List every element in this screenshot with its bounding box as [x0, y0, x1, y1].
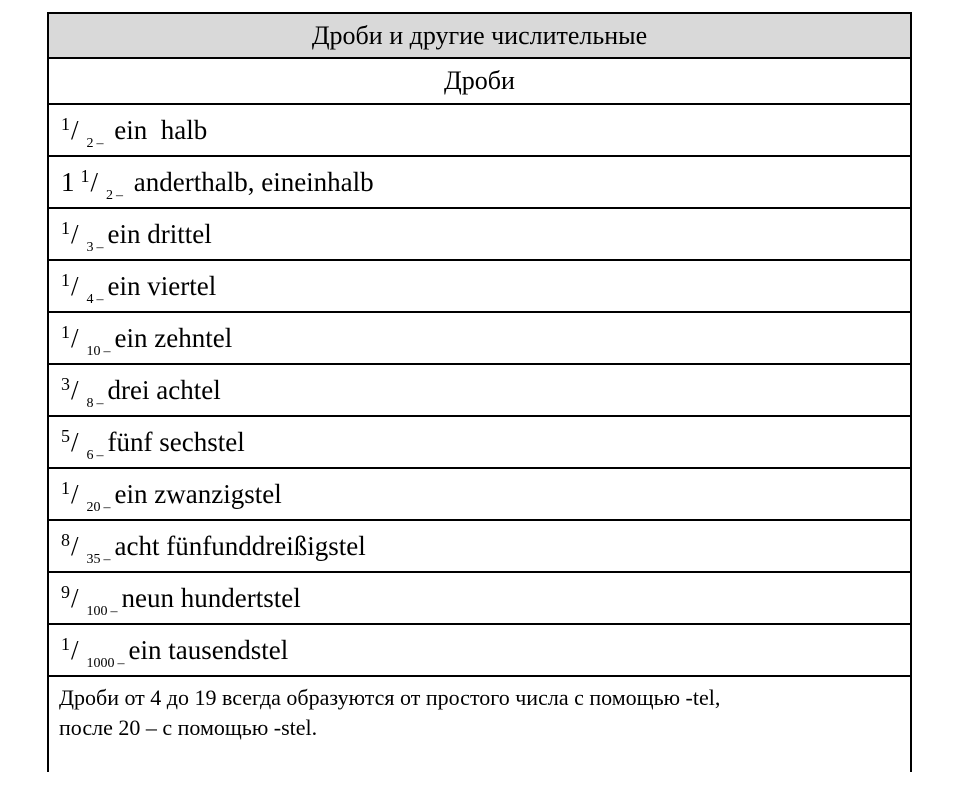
fraction-numerator: 1 [61, 218, 70, 238]
fraction-numerator: 1 [61, 322, 70, 342]
fraction-slash: / [71, 115, 79, 145]
table-row [49, 417, 910, 469]
fraction-word: fünf sechstel [107, 427, 245, 457]
fraction-word: ein zehntel [114, 323, 233, 353]
table-row [49, 261, 910, 313]
fraction-word: anderthalb, eineinhalb [133, 167, 374, 197]
fraction-slash: / [71, 479, 79, 509]
fraction-denominator: 4 [86, 292, 94, 307]
fraction-dash: – [103, 552, 111, 567]
fraction-denominator: 100 [86, 604, 108, 619]
fraction-dash: – [117, 656, 125, 671]
fraction-slash: / [71, 323, 79, 353]
fraction-dash: – [96, 292, 104, 307]
table-row [49, 105, 910, 157]
fraction-word: neun hundertstel [121, 583, 301, 613]
fraction-word: ein zwanzigstel [114, 479, 282, 509]
table-note-row [49, 677, 910, 797]
note-line-2: после 20 – с помощью -stel. [59, 715, 318, 740]
table-subtitle-row [49, 59, 910, 105]
table-row [49, 573, 910, 625]
fraction-denominator: 35 [86, 552, 101, 567]
table-row [49, 625, 910, 677]
fraction-dash: – [96, 448, 104, 463]
fraction-dash: – [110, 604, 118, 619]
table-row [49, 365, 910, 417]
fraction-numerator: 1 [61, 114, 70, 134]
fraction-dash: – [96, 396, 104, 411]
fraction-denominator: 3 [86, 240, 94, 255]
fraction-word: acht fünfunddreißigstel [114, 531, 366, 561]
fraction-numerator: 9 [61, 582, 70, 602]
fraction-denominator: 2 [86, 136, 94, 151]
fraction-word: drei achtel [107, 375, 221, 405]
fraction-slash: / [71, 219, 79, 249]
fraction-word: ein viertel [107, 271, 217, 301]
fraction-slash: / [71, 375, 79, 405]
fraction-numerator: 3 [61, 374, 70, 394]
table-row [49, 521, 910, 573]
fraction-slash: / [71, 635, 79, 665]
fraction-whole: 1 [61, 167, 75, 197]
fraction-dash: – [96, 136, 104, 151]
table-subtitle: Дроби [444, 66, 515, 95]
table-title: Дроби и другие числительные [311, 21, 648, 50]
fraction-dash: – [103, 500, 111, 515]
fraction-denominator: 6 [86, 448, 94, 463]
table-row [49, 157, 910, 209]
fraction-word: ein drittel [107, 219, 212, 249]
fraction-numerator: 8 [61, 530, 70, 550]
table-row [49, 313, 910, 365]
fraction-denominator: 10 [86, 344, 101, 359]
fraction-numerator: 1 [61, 270, 70, 290]
table-row [49, 469, 910, 521]
fraction-denominator: 1000 [86, 656, 115, 671]
fraction-numerator: 1 [80, 166, 90, 186]
table-title-row [49, 14, 910, 59]
fraction-numerator: 5 [61, 426, 70, 446]
fraction-slash: / [71, 427, 79, 457]
fraction-numerator: 1 [61, 634, 70, 654]
fraction-word: ein tausendstel [128, 635, 289, 665]
fraction-denominator: 2 [106, 188, 114, 203]
fraction-word: ein halb [114, 115, 208, 145]
fraction-denominator: 20 [86, 500, 101, 515]
fraction-slash: / [90, 167, 99, 197]
fraction-slash: / [71, 531, 79, 561]
fractions-table [47, 12, 912, 772]
fraction-numerator: 1 [61, 478, 70, 498]
fraction-slash: / [71, 583, 79, 613]
fraction-slash: / [71, 271, 79, 301]
fraction-dash: – [116, 188, 124, 203]
fraction-denominator: 8 [86, 396, 94, 411]
note-line-1: Дроби от 4 до 19 всегда образуются от простого числа с помощью -tel, [59, 685, 721, 710]
fraction-dash: – [96, 240, 104, 255]
table-row [49, 209, 910, 261]
fraction-dash: – [103, 344, 111, 359]
